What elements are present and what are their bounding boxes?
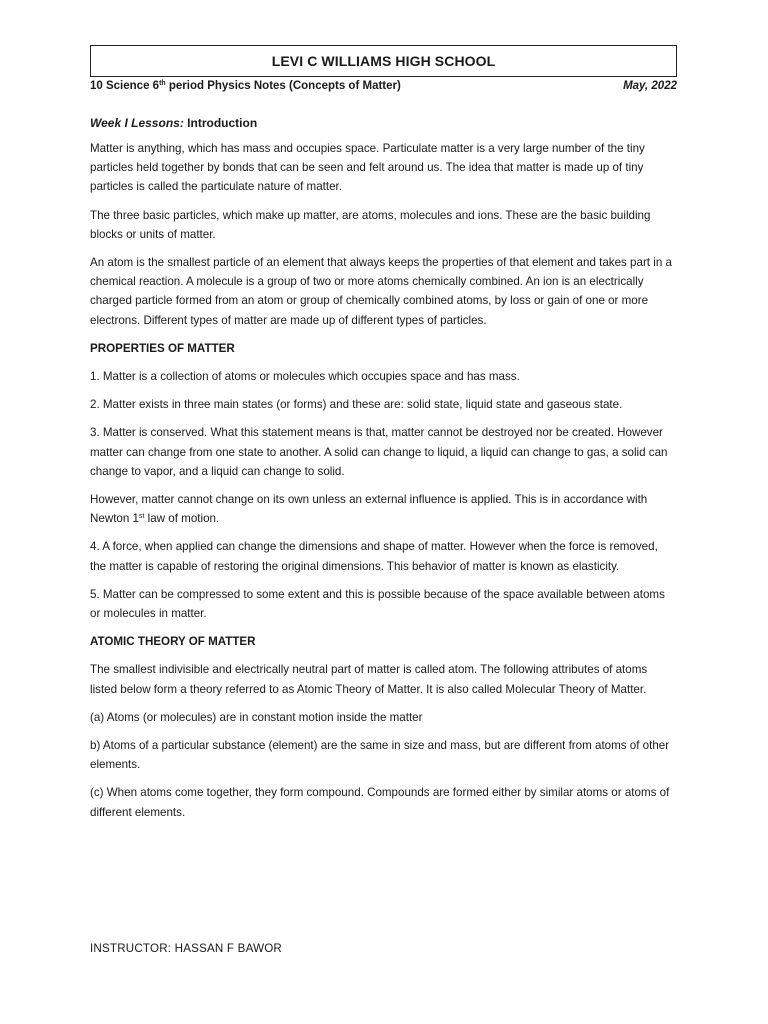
- atomic-item: (a) Atoms (or molecules) are in constant motion inside the matter: [90, 710, 423, 724]
- property-item: 1. Matter is a collection of atoms or molecules which occupies space and has mass.: [90, 370, 520, 384]
- property-item: 3. Matter is conserved. What this statement means is that, matter cannot be destroyed nor be created. However matter can change from one state to another. A solid can change to liquid, a liquid can change to gas, a solid can change to vapor, and a liquid can change to solid.: [90, 426, 668, 478]
- course-suffix: period Physics Notes (Concepts of Matter): [165, 80, 401, 92]
- document-date: May, 2022: [623, 80, 677, 92]
- school-name: LEVI C WILLIAMS HIGH SCHOOL: [271, 53, 496, 69]
- course-header: [90, 80, 677, 92]
- document-page: [90, 45, 677, 822]
- course-title: [90, 80, 401, 92]
- intro-paragraph: Matter is anything, which has mass and occupies space. Particulate matter is a very large number of the tiny particles held together by bonds that can be seen and felt around us. The idea that matter is made up of tiny particles is called the particulate nature of matter.: [90, 142, 645, 194]
- lesson-label: Week I Lessons:: [90, 116, 184, 130]
- property-item: 5. Matter can be compressed to some extent and this is possible because of the space available between atoms or molecules in matter.: [90, 587, 665, 621]
- newton-paragraph: [90, 490, 677, 528]
- property-item: 4. A force, when applied can change the dimensions and shape of matter. However when the force is removed, the matter is capable of restoring the original dimensions. This behavior of matter is known as elasticity.: [90, 540, 658, 573]
- section-heading-atomic-theory: ATOMIC THEORY OF MATTER: [90, 635, 256, 649]
- section-heading-properties: PROPERTIES OF MATTER: [90, 341, 235, 355]
- atomic-intro-paragraph: The smallest indivisible and electrically neutral part of matter is called atom. The following attributes of atoms listed below form a theory referred to as Atomic Theory of Matter. It is also called Molecular Theory of Matter.: [90, 663, 648, 696]
- intro-paragraph: An atom is the smallest particle of an element that always keeps the properties of that element and takes part in a chemical reaction. A molecule is a group of two or more atoms chemically combined. An ion is an electrically charged particle formed from an atom or group of chemically combined atoms, by loss or gain of one or more electrons. Different types of matter are made up of different types of particles.: [90, 256, 672, 327]
- atomic-item: (c) When atoms come together, they form compound. Compounds are formed either by similar atoms or atoms of different elements.: [90, 786, 670, 819]
- course-prefix: 10 Science 6: [90, 80, 160, 92]
- lesson-heading: [90, 116, 677, 130]
- newton-prefix: However, matter cannot change on its own unless an external influence is applied. This is in accordance with Newton 1: [90, 493, 648, 526]
- lesson-title: Introduction: [183, 116, 258, 130]
- course-ordinal: th: [159, 80, 166, 87]
- atomic-item: b) Atoms of a particular substance (element) are the same in size and mass, but are different from atoms of other elements.: [90, 739, 670, 772]
- newton-ordinal: st: [138, 513, 145, 521]
- intro-paragraph: The three basic particles, which make up matter, are atoms, molecules and ions. These are the basic building blocks or units of matter.: [90, 208, 651, 241]
- school-title-box: [90, 45, 677, 77]
- instructor-footer: INSTRUCTOR: HASSAN F BAWOR: [90, 942, 283, 955]
- newton-suffix: law of motion.: [144, 512, 220, 526]
- property-item: 2. Matter exists in three main states (or forms) and these are: solid state, liquid state and gaseous state.: [90, 398, 623, 412]
- notes-body: [90, 139, 677, 822]
